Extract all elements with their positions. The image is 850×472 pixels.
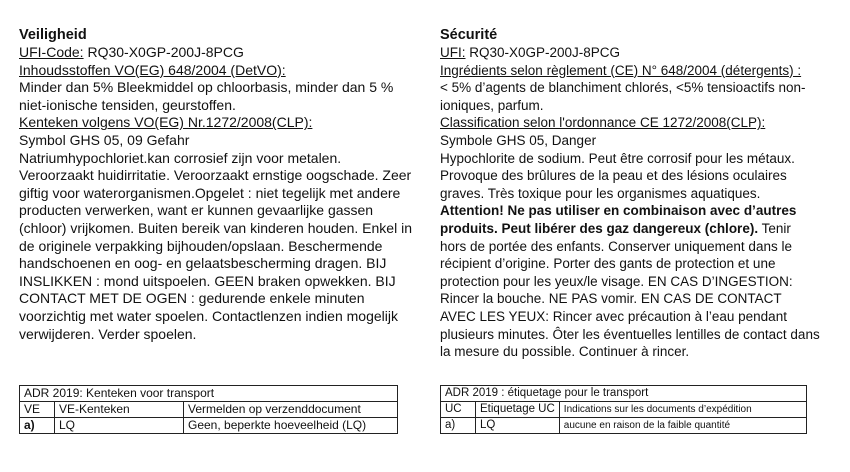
nl-adr-cell-ve: a) [20, 418, 55, 434]
fr-adr-title: ADR 2019 : étiquetage pour le transport [441, 386, 807, 402]
fr-adr-header-uc: UC [441, 402, 476, 418]
fr-hazard-text [440, 150, 820, 361]
fr-hazard-warning: Attention! Ne pas utiliser en combinaison avec d’autres produits. Peut libérer des gaz dangereux (chlore). [440, 203, 797, 236]
fr-adr-header-etiquetage: Etiquetage UC [476, 402, 560, 418]
fr-adr-header-indications: Indications sur les documents d’expédition [559, 402, 806, 418]
nl-adr-cell-vermelden: Geen, beperkte hoeveelheid (LQ) [184, 418, 398, 434]
fr-ingredients-label: Ingrédients selon règlement (CE) N° 648/2004 (détergents) : [440, 62, 802, 78]
fr-ufi-label: UFI: [440, 45, 466, 60]
nl-symbol-line: Symbol GHS 05, 09 Gefahr [19, 131, 190, 148]
fr-ingredients-text: < 5% d’agents de blanchiment chlorés, <5% tensioactifs non-ioniques, parfum. [440, 80, 806, 113]
nl-adr-header-ve: VE [20, 402, 55, 418]
fr-ufi-value: RQ30-X0GP-200J-8PCG [465, 45, 621, 60]
fr-label-heading: Classification selon l'ordonnance CE 1272/2008(CLP): [440, 115, 766, 131]
fr-hazard-text-2: Tenir hors de portée des enfants. Conserver uniquement dans le récipient d’origine. Porter des gants de protection et une protection pour les yeux/le visage. EN CAS D’INGESTION: Rincer la bouche. NE PAS vomir. EN CAS DE CONTACT AVEC LES YEUX: Rincer avec précaution à l’eau pendant plusieurs minutes. Ôter les éventuelles lentilles de contact dans la mesure du possible. Continuer à rincer. [440, 220, 820, 360]
fr-adr-table [440, 385, 807, 434]
nl-ufi-line [19, 44, 419, 62]
nl-adr-cell-kenteken: LQ [55, 418, 184, 434]
fr-hazard-text-1: Hypochlorite de sodium. Peut être corrosif pour les métaux. Provoque des brûlures de la peau et des lésions oculaires graves. Très toxique pour les organismes aquatiques. [440, 150, 795, 201]
nl-hazard-text: Natriumhypochloriet.kan corrosief zijn voor metalen. Veroorzaakt huidirritatie. Veroorzaakt ernstige oogschade. Zeer giftig voor waterorganismen.Opgelet : niet tegelijk met andere producten verwerken, want er kunnen gevaarlijke gassen (chloor) vrijkomen. Buiten bereik van kinderen houden. Enkel in de originele verpakking bijhouden/opslaan. Beschermende handschoenen en oog- en gelaatsbescherming dragen. BIJ INSLIKKEN : mond uitspoelen. GEEN braken opwekken. BIJ CONTACT MET DE OGEN : gedurende enkele minuten voorzichtig met water spoelen. Contactlenzen indien mogelijk verwijderen. Verder spoelen. [19, 149, 412, 342]
french-safety-section [440, 26, 820, 361]
fr-adr-cell-indications: aucune en raison de la faible quantité [559, 418, 806, 434]
fr-adr-cell-uc: a) [441, 418, 476, 434]
nl-title: Veiligheid [19, 27, 87, 43]
nl-label-heading: Kenteken volgens VO(EG) Nr.1272/2008(CLP): [19, 114, 313, 131]
fr-symbol-line: Symbole GHS 05, Danger [440, 132, 597, 148]
nl-ingredients-label: Inhoudsstoffen VO(EG) 648/2004 (DetVO): [19, 61, 286, 78]
fr-title: Sécurité [440, 27, 498, 43]
nl-adr-title: ADR 2019: Kenteken voor transport [20, 386, 398, 402]
nl-adr-table [19, 385, 398, 434]
nl-ufi-value: RQ30-X0GP-200J-8PCG [83, 44, 244, 60]
nl-adr-header-ve-kenteken: VE-Kenteken [55, 402, 184, 418]
dutch-safety-section [19, 26, 419, 343]
fr-ufi-line [440, 44, 820, 62]
nl-ingredients-text: Minder dan 5% Bleekmiddel op chloorbasis, minder dan 5 % niet-ionische tensiden, geurstoffen. [19, 79, 394, 113]
nl-adr-header-vermelden: Vermelden op verzenddocument [184, 402, 398, 418]
fr-adr-cell-etiquetage: LQ [476, 418, 560, 434]
nl-ufi-label: UFI-Code: [19, 44, 84, 60]
